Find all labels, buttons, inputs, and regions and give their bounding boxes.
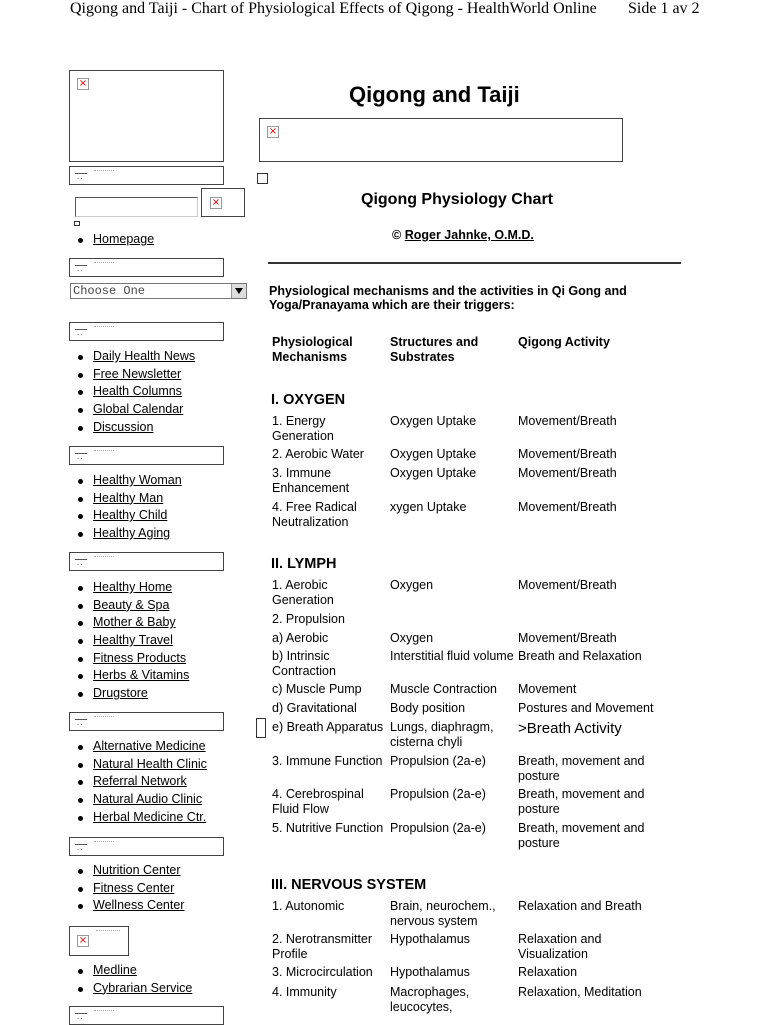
broken-image-icon <box>75 1011 89 1021</box>
nav-link-herbal-medicine-ctr[interactable]: Herbal Medicine Ctr. <box>93 809 207 824</box>
page-title: Qigong and Taiji <box>349 82 520 107</box>
broken-image-icon <box>75 327 89 337</box>
table-cell: 2. Aerobic Water <box>272 447 364 461</box>
broken-image-icon <box>75 171 89 181</box>
broken-image-icon: × <box>211 197 221 208</box>
table-cell: Relaxation and Breath <box>518 899 642 913</box>
section-banner-image <box>69 258 224 277</box>
nav-link-free-newsletter[interactable]: Free Newsletter <box>93 366 182 381</box>
table-cell: a) Aerobic <box>272 631 329 645</box>
table-cell: Postures and Movement <box>518 701 654 715</box>
nav-item[interactable] <box>75 490 182 508</box>
nav-item[interactable] <box>75 962 192 980</box>
table-cell: Propulsion (2a-e) <box>390 754 486 768</box>
column-header-structures: Structures and Substrates <box>390 335 479 364</box>
nav-item[interactable] <box>75 507 182 525</box>
section-heading-oxygen: I. OXYGEN <box>271 392 346 408</box>
table-cell: 2. Nerotransmitter Profile <box>272 932 373 961</box>
nav-item[interactable] <box>75 791 207 809</box>
table-cell: 3. Microcirculation <box>272 965 373 979</box>
table-cell: Movement <box>518 682 577 696</box>
nav-link-healthy-woman[interactable]: Healthy Woman <box>93 473 182 487</box>
nav-item[interactable] <box>75 231 154 249</box>
nav-item[interactable] <box>75 880 184 898</box>
table-cell: Hypothalamus <box>390 932 470 946</box>
nav-item[interactable] <box>75 401 195 419</box>
nav-link-healthy-man[interactable]: Healthy Man <box>93 490 164 505</box>
table-cell: Macrophages, leucocytes, <box>390 985 470 1014</box>
nav-link-drugstore[interactable]: Drugstore <box>93 686 148 701</box>
nav-item[interactable] <box>75 897 184 915</box>
checkbox-icon <box>257 173 268 184</box>
nav-item[interactable] <box>75 862 184 880</box>
table-cell: 3. Immune Function <box>272 754 383 768</box>
broken-image-icon <box>75 557 89 567</box>
nav-link-homepage[interactable]: Homepage <box>93 232 155 246</box>
nav-link-natural-audio-clinic[interactable]: Natural Audio Clinic <box>93 792 203 807</box>
table-cell: 5. Nutritive Function <box>272 821 384 835</box>
section-banner-image <box>69 446 224 465</box>
nav-list-shopping <box>75 579 189 703</box>
search-input[interactable] <box>75 197 198 217</box>
table-cell: d) Gravitational <box>272 701 357 715</box>
author-line <box>392 228 534 242</box>
nav-item[interactable] <box>75 980 192 998</box>
table-cell: Movement/Breath <box>518 631 617 645</box>
column-header-activity: Qigong Activity <box>518 335 610 349</box>
table-cell: Body position <box>390 701 466 715</box>
nav-link-medline[interactable]: Medline <box>93 963 137 977</box>
nav-link-healthy-travel[interactable]: Healthy Travel <box>93 633 173 648</box>
broken-image-icon: × <box>268 126 278 137</box>
nav-link-referral-network[interactable]: Referral Network <box>93 774 187 789</box>
nav-link-nutrition-center[interactable]: Nutrition Center <box>93 863 181 877</box>
table-cell: Relaxation, Meditation <box>518 985 642 999</box>
section-banner-image <box>69 1006 224 1025</box>
table-cell: Movement/Breath <box>518 578 617 592</box>
broken-image-icon <box>75 842 89 852</box>
table-cell: 3. Immune Enhancement <box>272 466 350 495</box>
choose-one-select[interactable] <box>70 283 247 299</box>
nav-link-healthy-home[interactable]: Healthy Home <box>93 580 173 594</box>
nav-link-natural-health-clinic[interactable]: Natural Health Clinic <box>93 756 207 771</box>
section-banner-image <box>69 552 224 571</box>
table-cell: Propulsion (2a-e) <box>390 821 486 835</box>
nav-link-health-columns[interactable]: Health Columns <box>93 384 182 399</box>
table-cell: 4. Cerebrospinal Fluid Flow <box>272 787 364 816</box>
nav-list-centers <box>75 862 184 915</box>
nav-item[interactable] <box>75 667 189 685</box>
table-cell: Breath and Relaxation <box>518 649 642 663</box>
nav-link-daily-health-news[interactable]: Daily Health News <box>93 349 196 363</box>
nav-link-global-calendar[interactable]: Global Calendar <box>93 402 184 417</box>
print-header-page: Side 1 av 2 <box>628 0 700 17</box>
horizontal-rule <box>268 262 681 264</box>
nav-link-discussion[interactable]: Discussion <box>93 419 154 434</box>
table-cell: c) Muscle Pump <box>272 682 362 696</box>
library-image-placeholder <box>69 926 129 956</box>
chevron-down-icon[interactable] <box>231 284 246 298</box>
table-cell: Propulsion (2a-e) <box>390 787 486 801</box>
table-cell: Oxygen <box>390 631 434 645</box>
table-cell: 1. Aerobic Generation <box>272 578 334 607</box>
table-cell: Movement/Breath <box>518 500 617 514</box>
copyright-symbol: © <box>392 228 402 242</box>
table-cell: >Breath Activity <box>518 720 622 737</box>
table-cell: b) Intrinsic Contraction <box>272 649 336 678</box>
checkbox-icon <box>256 718 266 738</box>
nav-link-fitness-center[interactable]: Fitness Center <box>93 880 175 895</box>
table-cell: Oxygen <box>390 578 434 592</box>
nav-item[interactable] <box>75 597 189 615</box>
section-heading-nervous-system: III. NERVOUS SYSTEM <box>271 877 427 893</box>
broken-image-icon: × <box>78 78 88 89</box>
logo-image-placeholder[interactable] <box>69 70 224 162</box>
nav-item[interactable] <box>75 419 195 437</box>
chart-subtitle: Qigong Physiology Chart <box>361 191 554 208</box>
section-banner-image <box>69 712 224 731</box>
nav-item[interactable] <box>75 685 189 703</box>
nav-item[interactable] <box>75 650 189 668</box>
broken-image-icon <box>75 717 89 727</box>
table-cell: Lungs, diaphragm, cisterna chyli <box>390 720 494 749</box>
table-cell: Oxygen Uptake <box>390 466 477 480</box>
table-cell: Relaxation <box>518 965 578 979</box>
nav-list-healthy-people <box>75 472 182 543</box>
nav-link-cybrarian-service[interactable]: Cybrarian Service <box>93 980 193 995</box>
broken-image-icon: × <box>78 935 88 946</box>
broken-image-icon <box>75 263 89 273</box>
nav-item[interactable] <box>75 738 207 756</box>
nav-item[interactable] <box>75 472 182 490</box>
nav-item[interactable] <box>75 756 207 774</box>
table-cell: Breath, movement and posture <box>518 754 645 783</box>
nav-item[interactable] <box>75 773 207 791</box>
nav-item[interactable] <box>75 809 207 827</box>
nav-item[interactable] <box>75 614 189 632</box>
section-heading-lymph: II. LYMPH <box>271 556 337 572</box>
nav-link-alternative-medicine[interactable]: Alternative Medicine <box>93 739 206 753</box>
table-cell: 4. Free Radical Neutralization <box>272 500 357 529</box>
nav-link-wellness-center[interactable]: Wellness Center <box>93 898 185 913</box>
table-cell: Movement/Breath <box>518 466 617 480</box>
column-header-mechanisms: Physiological Mechanisms <box>272 335 353 364</box>
table-cell: Breath, movement and posture <box>518 787 645 816</box>
nav-link-fitness-products[interactable]: Fitness Products <box>93 650 187 665</box>
print-header-title: Qigong and Taiji - Chart of Physiological Effects of Qigong - HealthWorld Online <box>70 0 597 17</box>
table-cell: 1. Energy Generation <box>272 414 334 443</box>
table-cell: 4. Immunity <box>272 985 337 999</box>
nav-item[interactable] <box>75 579 189 597</box>
nav-link-mother-baby[interactable]: Mother & Baby <box>93 615 176 630</box>
section-banner-image <box>69 166 224 185</box>
table-cell: Oxygen Uptake <box>390 414 477 428</box>
nav-link-beauty-spa[interactable]: Beauty & Spa <box>93 597 170 612</box>
nav-link-herbs-vitamins[interactable]: Herbs & Vitamins <box>93 668 190 683</box>
nav-list-library <box>75 962 192 997</box>
nav-item[interactable] <box>75 632 189 650</box>
nav-link-healthy-aging[interactable]: Healthy Aging <box>93 526 171 541</box>
search-go-button[interactable] <box>201 188 245 217</box>
table-cell: Interstitial fluid volume <box>390 649 514 663</box>
banner-image-placeholder <box>259 118 623 162</box>
table-cell: xygen Uptake <box>390 500 467 514</box>
section-banner-image <box>69 837 224 856</box>
nav-item[interactable] <box>75 525 182 543</box>
table-cell: Hypothalamus <box>390 965 470 979</box>
nav-item[interactable] <box>75 366 195 384</box>
table-cell: Relaxation and Visualization <box>518 932 602 961</box>
table-cell: Breath, movement and posture <box>518 821 645 850</box>
table-cell: Movement/Breath <box>518 447 617 461</box>
author-link[interactable]: Roger Jahnke, O.M.D. <box>404 228 534 242</box>
table-cell: Movement/Breath <box>518 414 617 428</box>
table-cell: Brain, neurochem., nervous system <box>390 899 496 928</box>
intro-text: Physiological mechanisms and the activities in Qi Gong and Yoga/Pranayama which are their triggers: <box>269 284 627 312</box>
select-value: Choose One <box>73 284 146 298</box>
section-banner-image <box>69 322 224 341</box>
table-cell: 1. Autonomic <box>272 899 345 913</box>
table-cell: e) Breath Apparatus <box>272 720 384 734</box>
broken-image-icon <box>75 451 89 461</box>
nav-list-clinics <box>75 738 207 826</box>
table-cell: Muscle Contraction <box>390 682 497 696</box>
table-cell: 2. Propulsion <box>272 612 345 626</box>
nav-list-home <box>75 231 154 249</box>
nav-link-healthy-child[interactable]: Healthy Child <box>93 508 168 523</box>
nav-list-news <box>75 348 195 436</box>
nav-item[interactable] <box>75 348 195 366</box>
small-marker <box>74 221 80 226</box>
nav-item[interactable] <box>75 383 195 401</box>
table-cell: Oxygen Uptake <box>390 447 477 461</box>
